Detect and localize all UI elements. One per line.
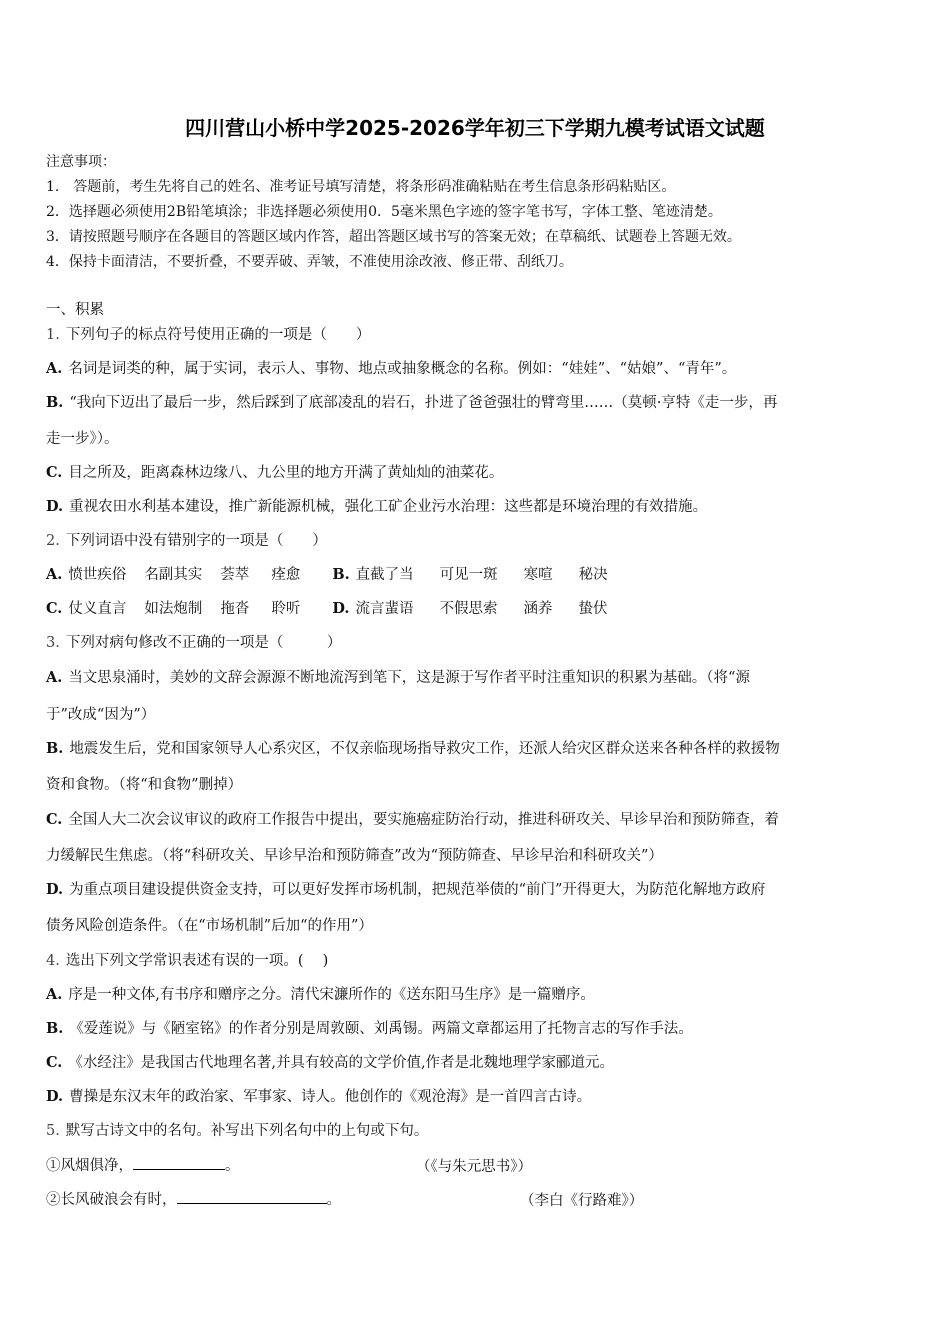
q1-option-c [46, 463, 503, 483]
word: 仗义直言 [68, 601, 127, 617]
option-label: A. [46, 986, 63, 1003]
word: 愤世疾俗 [68, 567, 127, 583]
question-number: 4. [46, 953, 60, 969]
q5-item-1 [46, 1155, 240, 1176]
q2-options-ab [46, 565, 626, 585]
question-number: 3. [46, 635, 60, 651]
option-label: B. [332, 566, 350, 583]
word: 名副其实 [144, 567, 203, 583]
question-2-stem [46, 531, 327, 551]
word: 秘决 [578, 567, 608, 583]
option-label: A. [46, 669, 63, 686]
q3-option-a-cont: 于”改成“因为”） [46, 707, 156, 723]
item-text: 风烟俱净， [60, 1158, 133, 1174]
question-1-stem [46, 325, 370, 345]
option-label: A. [46, 566, 63, 583]
q3-option-d [46, 880, 765, 900]
option-label: B. [46, 740, 64, 757]
word: 可见一斑 [439, 567, 498, 583]
option-text: 当文思泉涌时，美妙的文辞会源源不断地流泻到笔下，这是源于写作者平时注重知识的积累为基础。（将“源 [68, 670, 750, 686]
option-label: C. [46, 811, 63, 828]
option-text: 序是一种文体,有书序和赠序之分。清代宋濂所作的《送东阳马生序》是一篇赠序。 [68, 987, 595, 1003]
answer-blank[interactable] [177, 1189, 327, 1204]
option-text: 地震发生后，党和国家领导人心系灾区，不仅亲临现场指导救灾工作，还派人给灾区群众送来各种各样的救援物 [69, 741, 780, 757]
word: 涵养 [523, 601, 553, 617]
q3-option-b-cont: 资和食物。（将“和食物”删掉） [46, 777, 243, 793]
word: 拖沓 [220, 601, 250, 617]
word: 荟萃 [220, 567, 250, 583]
question-number: 2. [46, 533, 60, 549]
option-text: “我向下迈出了最后一步，然后踩到了底部凌乱的岩石，扑进了爸爸强壮的臂弯里……（莫顿·亨特《走一步，再 [69, 395, 778, 411]
q5-item-2-source: （李白《行路难》） [520, 1193, 644, 1209]
answer-blank[interactable] [133, 1155, 225, 1170]
option-text: 目之所及，距离森林边缘八、九公里的地方开满了黄灿灿的油菜花。 [68, 465, 504, 481]
word: 聆听 [271, 601, 301, 617]
notice-heading: 注意事项： [46, 154, 116, 170]
q1-option-b-cont: 走一步》）。 [46, 431, 119, 447]
word: 流言蜚语 [355, 601, 414, 617]
exam-title: 四川营山小桥中学2025-2026学年初三下学期九模考试语文试题 [185, 116, 765, 140]
word: 蛰伏 [578, 601, 608, 617]
notice-item-3: 3．请按照题号顺序在各题目的答题区域内作答，超出答题区域书写的答案无效；在草稿纸、试题卷上答题无效。 [46, 229, 741, 245]
q4-option-a [46, 985, 595, 1005]
question-3-stem [46, 633, 341, 653]
option-label: B. [46, 1020, 64, 1037]
option-text: 《水经注》是我国古代地理名著,并具有较高的文学价值,作者是北魏地理学家郦道元。 [68, 1055, 615, 1071]
q4-option-b [46, 1019, 693, 1039]
q4-option-d [46, 1087, 591, 1107]
option-text: 重视农田水利基本建设，推广新能源机械，强化工矿企业污水治理：这些都是环境治理的有效措施。 [69, 499, 708, 515]
option-label: B. [46, 394, 64, 411]
option-label: D. [46, 1088, 64, 1105]
q1-option-a [46, 359, 736, 379]
option-label: C. [46, 464, 63, 481]
notice-item-4: 4．保持卡面清洁，不要折叠，不要弄破、弄皱，不准使用涂改液、修正带、刮纸刀。 [46, 254, 573, 270]
item-marker: ① [46, 1158, 61, 1174]
option-label: D. [46, 881, 64, 898]
question-text: 下列对病句修改不正确的一项是（ ） [65, 635, 342, 651]
q5-item-2 [46, 1189, 341, 1210]
option-label: C. [46, 1054, 63, 1071]
q3-option-d-cont: 债务风险创造条件。（在“市场机制”后加“的作用”） [46, 918, 373, 934]
word: 不假思索 [439, 601, 498, 617]
option-text: 名词是词类的种，属于实词，表示人、事物、地点或抽象概念的名称。例如：“娃娃”、“姑娘”、“青年”。 [68, 361, 737, 377]
q3-option-c [46, 810, 779, 830]
q5-item-1-source: （《与朱元思书》） [416, 1159, 532, 1175]
question-text: 下列词语中没有错别字的一项是（ ） [65, 533, 327, 549]
option-text: 为重点项目建设提供资金支持，可以更好发挥市场机制，把规范举债的“前门”开得更大，为防范化解地方政府 [69, 882, 766, 898]
option-text: 《爱莲说》与《陋室铭》的作者分别是周敦颐、刘禹锡。两篇文章都运用了托物言志的写作手法。 [69, 1021, 693, 1037]
item-text: 长风破浪会有时， [60, 1192, 177, 1208]
option-label: D. [332, 600, 350, 617]
question-number: 1. [46, 327, 60, 343]
word: 寒喧 [523, 567, 553, 583]
q3-option-c-cont: 力缓解民生焦虑。（将“科研攻关、早诊早治和预防筛查”改为“预防筛查、早诊早治和科研攻关”） [46, 848, 663, 864]
word: 痊愈 [271, 567, 301, 583]
section-heading: 一、积累 [46, 302, 104, 318]
question-4-stem [46, 951, 328, 971]
option-label: A. [46, 360, 63, 377]
notice-item-1: 1. 答题前，考生先将自己的姓名、准考证号填写清楚，将条形码准确粘贴在考生信息条形码粘贴区。 [46, 179, 676, 195]
question-5-stem [46, 1121, 428, 1141]
notice-item-2: 2．选择题必须使用2B铅笔填涂；非选择题必须使用0．5毫米黑色字迹的签字笔书写，字体工整、笔迹清楚。 [46, 204, 722, 220]
word: 如法炮制 [144, 601, 203, 617]
item-marker: ② [46, 1192, 61, 1208]
item-end: 。 [326, 1192, 341, 1208]
q3-option-b [46, 739, 780, 759]
option-text: 曹操是东汉末年的政治家、军事家、诗人。他创作的《观沧海》是一首四言古诗。 [69, 1089, 592, 1105]
option-text: 全国人大二次会议审议的政府工作报告中提出，要实施癌症防治行动，推进科研攻关、早诊早治和预防筛查，着 [68, 812, 779, 828]
q4-option-c [46, 1053, 614, 1073]
question-number: 5. [46, 1123, 60, 1139]
q2-options-cd [46, 599, 625, 619]
option-label: D. [46, 498, 64, 515]
q3-option-a [46, 668, 750, 688]
item-end: 。 [225, 1158, 240, 1174]
option-label: C. [46, 600, 63, 617]
q1-option-d [46, 497, 707, 517]
question-text: 默写古诗文中的名句。补写出下列名句中的上句或下句。 [65, 1123, 429, 1139]
q1-option-b [46, 393, 777, 413]
question-text: 下列句子的标点符号使用正确的一项是（ ） [65, 327, 371, 343]
question-text: 选出下列文学常识表述有误的一项。( ) [65, 953, 329, 969]
word: 直截了当 [355, 567, 414, 583]
